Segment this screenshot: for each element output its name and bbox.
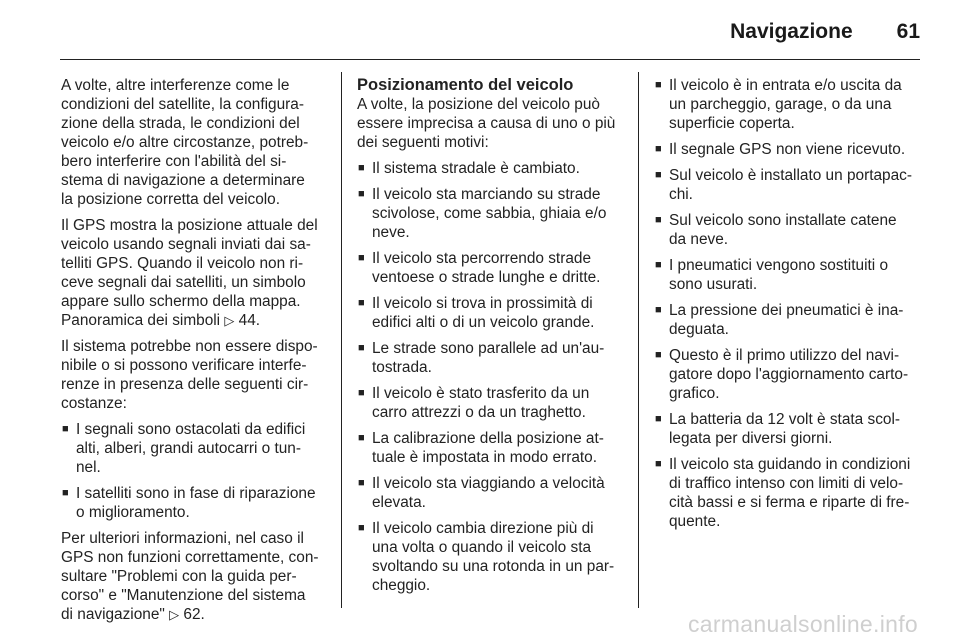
list-item: ■ Sul veicolo sono installate catene da neve. [654, 211, 922, 249]
page-reference-44[interactable]: 44. [238, 312, 261, 329]
list-item: ■ Il veicolo sta marciando su strade scivolose, come sabbia, ghiaia e/o neve. [357, 185, 625, 242]
paragraph-gps [61, 216, 326, 330]
list-item: ■ Il veicolo sta guidando in condizioni di traffico intenso con limiti di velo- cità bassi e si ferma e riparte di fre- quente. [654, 455, 922, 531]
section-heading: Posizionamento del veicolo [357, 76, 574, 94]
list-item: ■ Il segnale GPS non viene ricevuto. [654, 140, 922, 159]
list-item: ■ I satelliti sono in fase di riparazione o miglioramento. [61, 484, 326, 522]
list-item: ■ Il veicolo sta viaggiando a velocità elevata. [357, 474, 625, 512]
list-item: ■ La batteria da 12 volt è stata scol- legata per diversi giorni. [654, 410, 922, 448]
column-1 [61, 76, 326, 631]
paragraph-gps-text: Il GPS mostra la posizione attuale del veicolo usando segnali inviati dai sa- telliti GPS. Quando il veicolo non ri- ceve segnali dai satelliti, un simbolo appare sullo schermo della mappa. Panoramica dei simboli [61, 217, 318, 329]
list-item: ■ Le strade sono parallele ad un'au- tostrada. [357, 339, 625, 377]
list-item: ■ Il veicolo è in entrata e/o uscita da un parcheggio, garage, o da una superficie coperta. [654, 76, 922, 133]
list-item: ■ Il veicolo si trova in prossimità di edifici alti o di un veicolo grande. [357, 294, 625, 332]
page-reference-icon: ▷ [169, 607, 180, 622]
column-2 [357, 76, 625, 602]
page-reference-62[interactable]: 62. [183, 606, 205, 623]
paragraph-availability: Il sistema potrebbe non essere dispo- nibile o si possono verificare interfe- renze in presenza delle seguenti cir- costanze: [61, 338, 318, 412]
paragraph-interference: A volte, altre interferenze come le condizioni del satellite, la configura- zione della strada, le condizioni del veicolo e/o altre circostanze, potreb- bero interferire con l'abilità del si- stema di navigazione a determinare la posizione corretta del veicolo. [61, 77, 309, 208]
page-header [730, 14, 920, 50]
paragraph-more-info-text: Per ulteriori informazioni, nel caso il GPS non funzioni correttamente, con- sultare "Problemi con la guida per- corso" e "Manutenzione del sistema di navigazione" [61, 530, 319, 623]
column-divider [341, 72, 342, 608]
header-divider [60, 59, 920, 60]
list-item: ■ I pneumatici vengono sostituiti o sono usurati. [654, 256, 922, 294]
list-item: ■ La pressione dei pneumatici è ina- deguata. [654, 301, 922, 339]
paragraph-intro: A volte, la posizione del veicolo può essere imprecisa a causa di uno o più dei seguenti motivi: [357, 96, 616, 151]
list-item: ■ I segnali sono ostacolati da edifici alti, alberi, grandi autocarri o tun- nel. [61, 420, 326, 477]
list-item: ■ La calibrazione della posizione at- tuale è impostata in modo errato. [357, 429, 625, 467]
page-reference-icon: ▷ [224, 313, 235, 328]
page-number: 61 [896, 20, 920, 43]
column-divider [638, 72, 639, 608]
list-item: ■ Questo è il primo utilizzo del navi- gatore dopo l'aggiornamento carto- grafico. [654, 346, 922, 403]
section-title: Navigazione [730, 20, 853, 43]
list-item: ■ Il veicolo è stato trasferito da un carro attrezzi o da un traghetto. [357, 384, 625, 422]
list-item: ■ Il sistema stradale è cambiato. [357, 159, 625, 178]
list-item: ■ Sul veicolo è installato un portapac- chi. [654, 166, 922, 204]
column-3 [654, 76, 922, 538]
watermark: carmanualsonline.info [687, 611, 918, 637]
paragraph-more-info [61, 529, 326, 624]
list-item: ■ Il veicolo sta percorrendo strade ventoese o strade lunghe e dritte. [357, 249, 625, 287]
list-item: ■ Il veicolo cambia direzione più di una volta o quando il veicolo sta svoltando su una rotonda in un par- cheggio. [357, 519, 625, 595]
